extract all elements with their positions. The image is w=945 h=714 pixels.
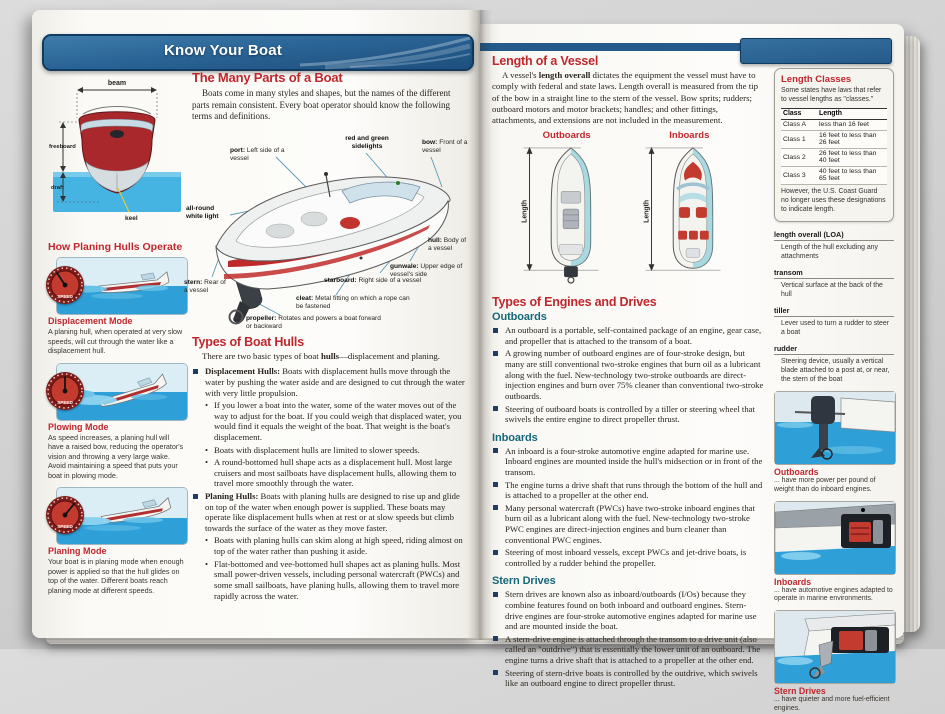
inboards-bullet: An inboard is a four-stroke automotive engine adapted for marine use. Inboard engines are mounted inside the hull's midsection or in front of the transom. [492, 446, 764, 478]
mode-name: Displacement Mode [48, 316, 133, 326]
length-arrow-label: Length [643, 200, 651, 224]
length-section-body: A vessel's length overall dictates the equipment the vessel must have to comply with federal and state laws. Length overall is measured from the tip of the bow in a straight line to the stern of the vessel. Bow sprits; rudders; outboard motors and motor brackets; handles; and other fittings, attachments, and extensions are not included in the measurement. [492, 70, 759, 125]
label-propeller: propeller: Rotates and powers a boat forward or backward [246, 315, 381, 330]
mode-name: Plowing Mode [48, 421, 109, 432]
table-row: Class A less than 16 feet [781, 119, 887, 130]
length-section-title: Length of a Vessel [492, 54, 599, 68]
label-hull: hull: Body of a vessel [428, 237, 467, 252]
figure-caption: ... have more power per pound of weight than do inboard engines. [774, 476, 876, 493]
inboard-length-figure [641, 130, 737, 289]
inboards-bullet: The engine turns a drive shaft that runs through the bottom of the hull and is attached to a propeller at the other end. [492, 480, 764, 501]
boat-dimensions-diagram [48, 76, 186, 226]
label-starboard: starboard: Right side of a vessel [324, 277, 422, 285]
figure-name: Stern Drives [774, 686, 826, 697]
inboards-diagram-label: Inboards [669, 130, 710, 142]
mode-name: Planing Mode [48, 546, 107, 556]
definition-rudder: rudder Steering device, usually a vertical blade attached to a post at, or near, the stern of the boat [774, 344, 894, 385]
label-all-round-light: all-round white light [186, 205, 219, 220]
speedometer-icon [45, 265, 85, 305]
label-gunwale: gunwale: Upper edge of vessel's side [390, 263, 463, 278]
right-page [480, 24, 904, 713]
figure-name: Inboards [774, 576, 812, 587]
beam-label: beam [107, 80, 127, 87]
stern-drives-bullet: A stern-drive engine is attached through the transom to a drive unit (also called an "outdrive") that is essentially the lower unit of an outboard. The engine turns a drive shaft that is attached to a propeller at the other end. [492, 634, 764, 666]
planing-bullet: • Flat-bottomed and vee-bottomed hull shapes act as planing hulls. Most small power-driven vessels, including personal watercraft (PWCs) and some small sailboats, have planing hulls, allowing them to travel more rapidly across the water. [205, 559, 466, 601]
inboards-bullet: Many personal watercraft (PWCs) have two-stroke inboard engines that burn oil as a lubricant along with the fuel. New-technology two-stroke PWC engines are direct-injection engines and burn cleaner than conventional PWC engines. [492, 503, 764, 545]
mode-description: As speed increases, a planing hull will have a raised bow, reducing the operator's vision and throwing a very large wake. Avoid maintaining a speed that puts your boat in plowing mode. [48, 432, 184, 480]
right-sidebar-column [774, 68, 894, 714]
label-stern: stern: Rear of a vessel [184, 279, 226, 294]
outboards-bullet: Steering of outboard boats is controlled by a tiller or steering wheel that swivels the entire engine to direct propeller thrust. [492, 404, 764, 425]
definition-tiller: tiller Lever used to turn a rudder to steer a boat [774, 306, 894, 338]
speed-gauge-label: SPEED [57, 399, 73, 405]
keel-label: keel [125, 215, 138, 222]
length-classes-title: Length Classes [781, 74, 852, 85]
left-page-main-column [184, 70, 468, 603]
inboard-engine-figure [774, 501, 894, 605]
outboard-length-figure [519, 130, 615, 289]
displacement-bullet: • If you lower a boat into the water, some of the water moves out of the way to adjust for the boat. If you could weigh that displaced water, you would find it equals the weight of the boat. That weight is the boat's displacement. [205, 400, 466, 442]
mode-card-displacement [48, 257, 186, 356]
draft-label: draft [51, 185, 64, 191]
mode-illustration [48, 487, 186, 543]
speed-gauge-label: SPEED [57, 294, 73, 299]
outboard-engine-figure [774, 391, 894, 495]
table-row: Class 3 40 feet to less than 65 feet [781, 166, 887, 184]
inboard-engine-illustration [774, 501, 896, 575]
inboards-heading: Inboards [492, 431, 538, 444]
figure-name: Outboards [774, 466, 819, 477]
freeboard-label: freeboard [49, 144, 76, 150]
mode-description: Your boat is in planing mode when enough power is applied so that the hull glides on top of the water. Different boats reach planing mode at different speeds. [48, 557, 184, 595]
length-classes-intro: Some states have laws that refer to vessel lengths as "classes." [781, 87, 882, 103]
mode-card-planing [48, 487, 186, 595]
left-page [32, 10, 480, 638]
inboards-bullet: Steering of most inboard vessels, except PWCs and jet-drive boats, is controlled by a rudder behind the propeller. [492, 547, 764, 568]
length-classes-box [774, 68, 894, 222]
figure-caption: ... have automotive engines adapted to operate in marine environments. [774, 586, 893, 603]
mode-description: A planing hull, when operated at very slow speeds, will cut through the water like a displacement hull. [48, 327, 183, 355]
speed-gauge-label: SPEED [57, 524, 73, 529]
chapter-banner-tail [480, 43, 748, 51]
planing-bullet: • Boats with planing hulls can skim along at high speed, riding almost on top of the water rather than pushing it aside. [205, 535, 466, 556]
stern-drive-figure [774, 610, 894, 714]
figure-caption: ... have quieter and more fuel-efficient engines. [774, 696, 890, 713]
table-header-class: Class [781, 108, 817, 119]
definition-loa: length overall (LOA) Length of the hull excluding any attachments [774, 230, 894, 262]
length-classes-note: However, the U.S. Coast Guard no longer uses these designations to indicate length. [781, 187, 886, 213]
engines-section-title: Types of Engines and Drives [492, 295, 657, 310]
banner-swoosh-decoration [300, 36, 470, 67]
planing-hulls-item: Planing Hulls: Boats with planing hulls are designed to rise up and glide on top of the water when enough power is supplied. These boats may operate like displacement hulls when at rest or at slow speeds but climb towards the surface of the water as they move faster. [192, 491, 466, 533]
displacement-hulls-item: Displacement Hulls: Boats with displacement hulls move through the water by pushing the water aside and are designed to cut through the water with very little propulsion. [192, 366, 466, 398]
parts-section-intro: Boats come in many styles and shapes, but the names of the different parts remain consistent. Every boat operator should know the following terms and definitions. [192, 88, 451, 122]
hulls-section-intro: There are two basic types of boat hulls—displacement and planing. [202, 351, 440, 362]
page-stack-edge-right [902, 36, 920, 632]
hulls-section-title: Types of Boat Hulls [192, 335, 304, 350]
table-row: Class 1 16 feet to less than 26 feet [781, 130, 887, 148]
stern-drive-illustration [774, 610, 896, 684]
displacement-bullet: • Boats with displacement hulls are limited to slower speeds. [205, 445, 466, 456]
boat-parts-diagram [184, 127, 470, 329]
outboards-diagram-label: Outboards [542, 130, 591, 142]
left-sidebar-column [48, 76, 186, 602]
length-classes-table [781, 108, 887, 185]
chapter-title: Know Your Boat [163, 42, 283, 59]
glossary-definitions [774, 230, 894, 385]
displacement-bullet: • A round-bottomed hull shape acts as a displacement hull. Most large cruisers and most sailboats have displacement hulls, allowing them to travel more smoothly through the water. [205, 457, 466, 489]
definition-transom: transom Vertical surface at the back of the hull [774, 268, 894, 300]
mode-card-plowing [48, 363, 186, 481]
inboard-topview-diagram [641, 142, 737, 284]
speedometer-icon [45, 371, 85, 411]
outboards-bullet: A growing number of outboard engines are of four-stroke design, but many are still conventional two-stroke engines that burn oil as a lubricant along with the fuel. New-technology two-stroke outboards are direct-injection engines and burn over 75% cleaner than conventional two-stroke outboards. [492, 348, 764, 401]
mode-illustration [48, 257, 186, 313]
table-row: Class 2 26 feet to less than 40 feet [781, 148, 887, 166]
outboards-heading: Outboards [492, 311, 547, 324]
outboard-engine-illustration [774, 391, 896, 465]
label-port: port: Left side of a vessel [230, 147, 285, 162]
outboards-bullet: An outboard is a portable, self-contained package of an engine, gear case, and propeller that is attached to the transom of a boat. [492, 325, 764, 346]
label-cleat: cleat: Metal fitting on which a rope can be fastened [296, 295, 410, 310]
chapter-banner [42, 34, 474, 71]
speedometer-icon [45, 495, 85, 535]
stern-drives-bullet: Stern drives are known also as inboard/outboards (I/Os) because they combine features found on both inboard and outboard engines. Stern-drive engines are four-stroke automotive engines adapted for marine use and are mounted inside the boat. [492, 589, 764, 631]
label-bow: bow: Front of a vessel [422, 139, 468, 154]
planing-sidebar-title: How Planing Hulls Operate [48, 241, 183, 253]
parts-section-title: The Many Parts of a Boat [192, 70, 343, 85]
right-page-main-column [492, 54, 764, 691]
stern-drives-bullet: Steering of stern-drive boats is controlled by the outdrive, which swivels like an outboard engine to direct propeller thrust. [492, 668, 764, 689]
table-header-length: Length [817, 108, 887, 119]
label-sidelights: red and green sidelights [345, 135, 389, 150]
outboard-topview-diagram [519, 142, 615, 284]
length-arrow-label: Length [521, 200, 529, 224]
mode-illustration [48, 363, 186, 419]
length-diagrams [492, 130, 764, 289]
stern-drives-heading: Stern Drives [492, 575, 556, 588]
